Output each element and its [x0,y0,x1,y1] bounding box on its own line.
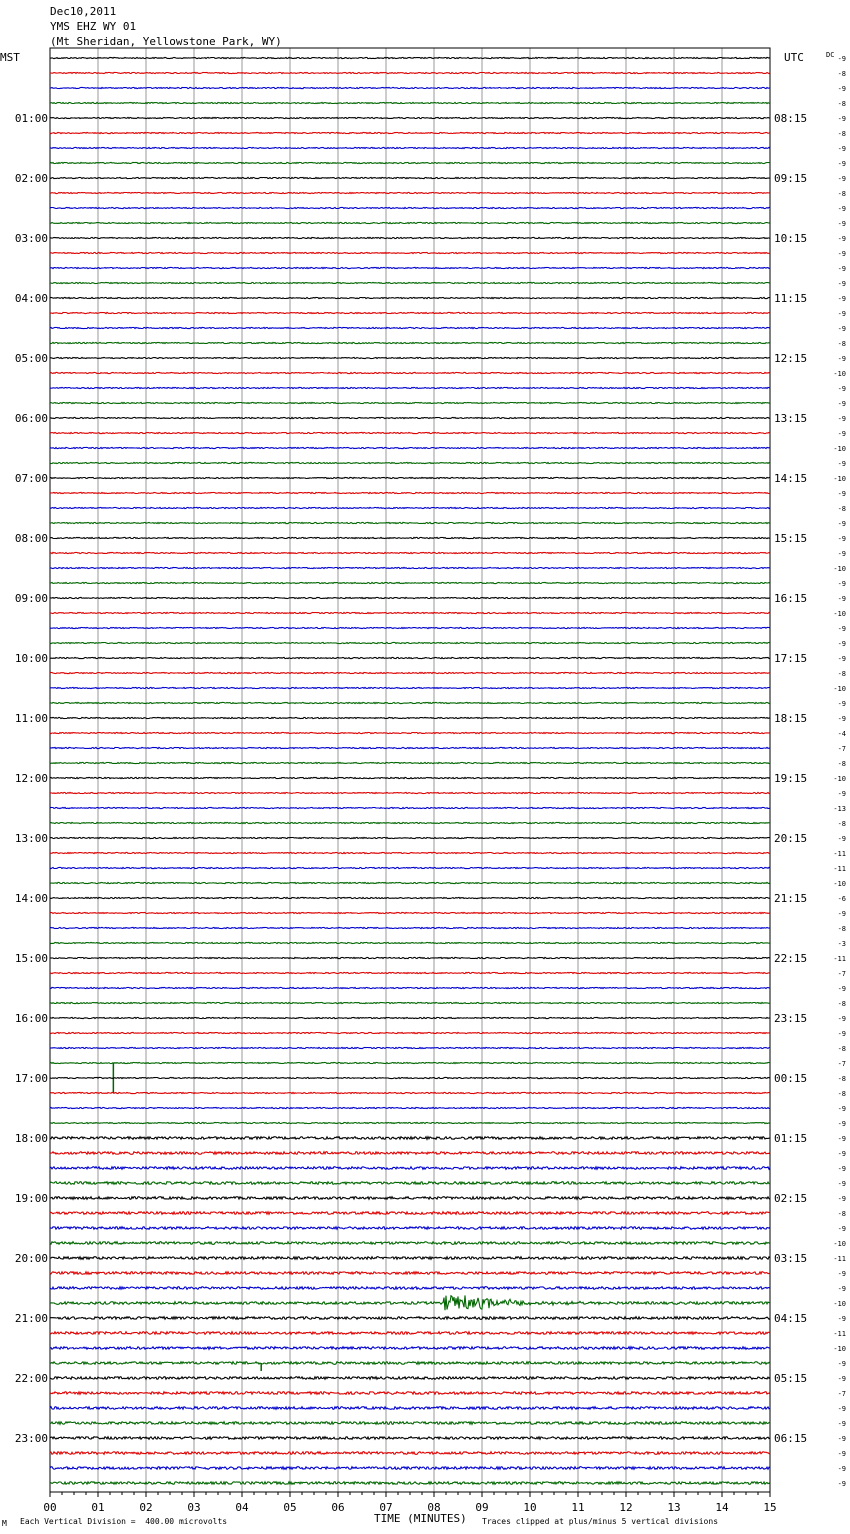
right-time-label: 15:15 [774,532,808,545]
left-time-label: 06:00 [14,412,48,425]
time-labels [0,51,846,1514]
trace-line [50,762,770,763]
x-tick-label: 08 [427,1501,441,1514]
x-tick-label: 11 [571,1501,585,1514]
dc-value-label: -3 [837,940,846,948]
trace-line [50,192,770,193]
dc-value-label: -9 [837,355,846,363]
dc-value-label: -10 [833,1345,846,1353]
trace-line [50,1407,770,1410]
plot-frame [50,48,770,1492]
dc-value-label: -9 [837,1360,846,1368]
right-time-label: 21:15 [774,892,808,905]
right-time-label: 10:15 [774,232,808,245]
dc-value-label: -10 [833,370,846,378]
left-time-label: 21:00 [14,1312,48,1325]
dc-value-label: -9 [837,1315,846,1323]
trace-line [50,1392,770,1395]
dc-value-label: -9 [837,310,846,318]
dc-value-label: -9 [837,205,846,213]
dc-value-label: -9 [837,595,846,603]
trace-line [50,1107,770,1108]
trace-line [50,657,770,658]
trace-line [50,672,770,673]
trace-line [50,882,770,883]
trace-line [50,72,770,73]
right-time-label: 04:15 [774,1312,808,1325]
dc-value-label: -9 [837,430,846,438]
dc-value-label: -9 [837,1270,846,1278]
left-time-label: 19:00 [14,1192,48,1205]
dc-value-label: -8 [837,1000,846,1008]
dc-value-label: -8 [837,130,846,138]
trace-line [50,237,770,238]
right-time-label: 22:15 [774,952,808,965]
header-station: YMS EHZ WY 01 [50,20,137,33]
dc-value-label: -11 [833,850,846,858]
trace-line [50,1077,770,1078]
trace-line [50,222,770,223]
right-timezone-label: UTC [784,51,804,64]
right-time-label: 20:15 [774,832,808,845]
trace-line [50,507,770,508]
trace-line [50,552,770,553]
right-time-label: 18:15 [774,712,808,725]
dc-value-label: -9 [837,700,846,708]
trace-line [50,522,770,523]
trace-line [50,1197,770,1200]
trace-line [50,417,770,418]
dc-value-label: -9 [837,280,846,288]
dc-value-label: -10 [833,775,846,783]
trace-line [50,117,770,118]
trace-line [50,612,770,613]
trace-line [50,1317,770,1320]
trace-line [50,372,770,373]
left-time-label: 22:00 [14,1372,48,1385]
trace-line [50,1242,770,1245]
trace-line [50,1295,770,1310]
trace-line [50,1182,770,1185]
dc-value-label: -9 [837,1405,846,1413]
trace-line [50,282,770,283]
dc-value-label: -8 [837,70,846,78]
trace-line [50,432,770,433]
dc-value-label: -9 [837,490,846,498]
trace-line [50,267,770,268]
trace-line [50,1452,770,1455]
trace-line [50,792,770,793]
dc-value-label: -8 [837,1210,846,1218]
dc-value-label: -9 [837,625,846,633]
trace-line [50,357,770,358]
dc-value-label: -9 [837,1375,846,1383]
x-tick-label: 14 [715,1501,729,1514]
dc-value-label: -9 [837,1015,846,1023]
x-axis-label: TIME (MINUTES) [374,1512,467,1525]
dc-value-label: -9 [837,415,846,423]
trace-line [50,987,770,988]
minute-gridlines [50,48,770,1497]
dc-value-label: -7 [837,1390,846,1398]
dc-value-label: -7 [837,970,846,978]
dc-value-label: -8 [837,190,846,198]
right-time-label: 16:15 [774,592,808,605]
dc-value-label: -11 [833,955,846,963]
trace-line [50,582,770,583]
dc-value-label: -9 [837,175,846,183]
trace-line [50,162,770,163]
dc-value-label: -6 [837,895,846,903]
trace-line [50,1437,770,1440]
dc-value-label: -7 [837,1060,846,1068]
trace-line [50,1017,770,1018]
right-time-label: 23:15 [774,1012,808,1025]
right-time-label: 05:15 [774,1372,808,1385]
dc-value-label: -9 [837,655,846,663]
trace-line [50,972,770,973]
trace-line [50,777,770,778]
left-time-label: 08:00 [14,532,48,545]
trace-line [50,87,770,88]
trace-line [50,567,770,568]
dc-value-label: -9 [837,250,846,258]
trace-line [50,492,770,493]
dc-value-label: -9 [837,1450,846,1458]
right-time-label: 03:15 [774,1252,808,1265]
dc-value-label: -9 [837,460,846,468]
trace-line [50,1227,770,1230]
dc-value-label: -9 [837,550,846,558]
left-time-label: 15:00 [14,952,48,965]
dc-value-label: -11 [833,1255,846,1263]
dc-value-label: -9 [837,1465,846,1473]
dc-value-label: -8 [837,670,846,678]
dc-value-label: -9 [837,1195,846,1203]
header-location: (Mt Sheridan, Yellowstone Park, WY) [50,35,282,48]
dc-value-label: -11 [833,1330,846,1338]
left-time-label: 16:00 [14,1012,48,1025]
trace-line [50,177,770,178]
dc-value-label: -9 [837,1120,846,1128]
left-time-label: 13:00 [14,832,48,845]
left-time-label: 11:00 [14,712,48,725]
trace-line [50,57,770,58]
dc-value-label: -9 [837,520,846,528]
dc-header-label: DC [826,51,835,59]
dc-value-label: -4 [837,730,846,738]
trace-line [50,402,770,403]
left-time-label: 23:00 [14,1432,48,1445]
x-tick-label: 10 [523,1501,537,1514]
trace-line [50,297,770,298]
trace-line [50,1257,770,1260]
trace-line [50,1032,770,1033]
dc-value-label: -10 [833,475,846,483]
dc-value-label: -10 [833,565,846,573]
trace-line [50,1122,770,1123]
x-tick-label: 15 [763,1501,777,1514]
trace-line [50,912,770,913]
dc-value-label: -8 [837,760,846,768]
dc-value-label: -10 [833,685,846,693]
dc-value-label: -10 [833,445,846,453]
trace-line [50,1062,770,1063]
left-time-label: 10:00 [14,652,48,665]
right-time-label: 06:15 [774,1432,808,1445]
x-tick-label: 07 [379,1501,393,1514]
dc-value-label: -9 [837,910,846,918]
x-tick-label: 03 [187,1501,201,1514]
x-tick-label: 12 [619,1501,633,1514]
dc-value-label: -9 [837,1480,846,1488]
dc-value-label: -9 [837,535,846,543]
left-timezone-label: MST [0,51,20,64]
trace-line [50,717,770,718]
dc-value-label: -8 [837,820,846,828]
trace-line [50,252,770,253]
trace-line [50,447,770,448]
dc-value-label: -8 [837,925,846,933]
trace-lines [50,57,770,1484]
left-time-label: 03:00 [14,232,48,245]
trace-line [50,627,770,628]
trace-line [50,132,770,133]
dc-value-label: -9 [837,715,846,723]
trace-line [50,477,770,478]
dc-value-label: -9 [837,1285,846,1293]
dc-value-label: -10 [833,1300,846,1308]
dc-value-label: -9 [837,220,846,228]
dc-value-label: -9 [837,115,846,123]
trace-line [50,537,770,538]
dc-value-label: -10 [833,610,846,618]
trace-line [50,387,770,388]
x-tick-label: 05 [283,1501,297,1514]
left-time-label: 04:00 [14,292,48,305]
dc-value-label: -9 [837,790,846,798]
dc-value-label: -9 [837,55,846,63]
trace-line [50,1212,770,1215]
x-tick-label: 09 [475,1501,489,1514]
trace-line [50,1467,770,1470]
x-tick-label: 00 [43,1501,57,1514]
trace-line [50,1287,770,1290]
trace-line [50,102,770,103]
footer-clip-note: Traces clipped at plus/minus 5 vertical divisions [482,1517,719,1526]
dc-value-label: -9 [837,1150,846,1158]
trace-line [50,312,770,313]
dc-value-label: -9 [837,160,846,168]
trace-line [50,1422,770,1425]
right-time-label: 17:15 [774,652,808,665]
dc-value-label: -9 [837,1030,846,1038]
dc-value-label: -9 [837,1435,846,1443]
left-time-label: 17:00 [14,1072,48,1085]
trace-line [50,1362,770,1365]
right-time-label: 13:15 [774,412,808,425]
dc-value-label: -8 [837,1090,846,1098]
trace-line [50,207,770,208]
dc-value-label: -9 [837,145,846,153]
dc-value-label: -9 [837,235,846,243]
trace-line [50,642,770,643]
trace-line [50,867,770,868]
trace-line [50,1482,770,1485]
left-time-label: 01:00 [14,112,48,125]
trace-line [50,942,770,943]
dc-value-label: -9 [837,1420,846,1428]
right-time-label: 01:15 [774,1132,808,1145]
dc-value-label: -9 [837,835,846,843]
trace-line [50,1137,770,1140]
dc-value-label: -9 [837,1135,846,1143]
right-time-label: 12:15 [774,352,808,365]
trace-line [50,1152,770,1155]
trace-line [50,1377,770,1380]
dc-value-label: -9 [837,640,846,648]
x-tick-label: 04 [235,1501,249,1514]
left-time-label: 12:00 [14,772,48,785]
dc-value-label: -8 [837,1075,846,1083]
trace-line [50,852,770,853]
trace-line [50,1047,770,1048]
trace-line [50,1167,770,1170]
x-tick-label: 01 [91,1501,105,1514]
trace-line [50,327,770,328]
left-time-label: 18:00 [14,1132,48,1145]
x-tick-label: 13 [667,1501,681,1514]
left-time-label: 02:00 [14,172,48,185]
trace-line [50,747,770,748]
x-tick-label: 02 [139,1501,153,1514]
dc-value-label: -9 [837,85,846,93]
trace-line [50,1332,770,1335]
dc-value-label: -9 [837,265,846,273]
footer-scale: Each Vertical Division = 400.00 microvolts [20,1517,228,1526]
dc-value-label: -7 [837,745,846,753]
right-time-label: 02:15 [774,1192,808,1205]
dc-value-label: -8 [837,340,846,348]
right-time-label: 00:15 [774,1072,808,1085]
right-time-label: 19:15 [774,772,808,785]
dc-value-label: -9 [837,385,846,393]
x-tick-label: 06 [331,1501,345,1514]
dc-value-label: -9 [837,1165,846,1173]
right-time-label: 08:15 [774,112,808,125]
dc-value-label: -10 [833,1240,846,1248]
trace-line [50,147,770,148]
trace-line [50,732,770,733]
trace-line [50,687,770,688]
right-time-label: 09:15 [774,172,808,185]
dc-value-label: -9 [837,985,846,993]
left-time-label: 14:00 [14,892,48,905]
dc-value-label: -9 [837,325,846,333]
dc-value-label: -9 [837,1225,846,1233]
trace-line [50,837,770,838]
right-time-label: 14:15 [774,472,808,485]
trace-line [50,462,770,463]
trace-line [50,897,770,898]
left-time-label: 07:00 [14,472,48,485]
trace-line [50,1347,770,1350]
dc-value-label: -9 [837,1105,846,1113]
dc-value-label: -9 [837,580,846,588]
trace-line [50,957,770,958]
dc-value-label: -8 [837,505,846,513]
trace-line [50,597,770,598]
dc-value-label: -9 [837,1180,846,1188]
left-time-label: 09:00 [14,592,48,605]
trace-line [50,342,770,343]
trace-line [50,1092,770,1093]
left-time-label: 05:00 [14,352,48,365]
dc-value-label: -9 [837,295,846,303]
dc-value-label: -13 [833,805,846,813]
left-time-label: 20:00 [14,1252,48,1265]
dc-value-label: -11 [833,865,846,873]
footer-mark: M [2,1519,7,1528]
right-time-label: 11:15 [774,292,808,305]
trace-line [50,702,770,703]
header-date: Dec10,2011 [50,5,117,18]
trace-line [50,927,770,928]
trace-line [50,807,770,808]
trace-line [50,1272,770,1275]
dc-value-label: -10 [833,880,846,888]
dc-value-label: -8 [837,1045,846,1053]
dc-value-label: -8 [837,100,846,108]
dc-value-label: -9 [837,400,846,408]
trace-line [50,822,770,823]
trace-line [50,1002,770,1003]
